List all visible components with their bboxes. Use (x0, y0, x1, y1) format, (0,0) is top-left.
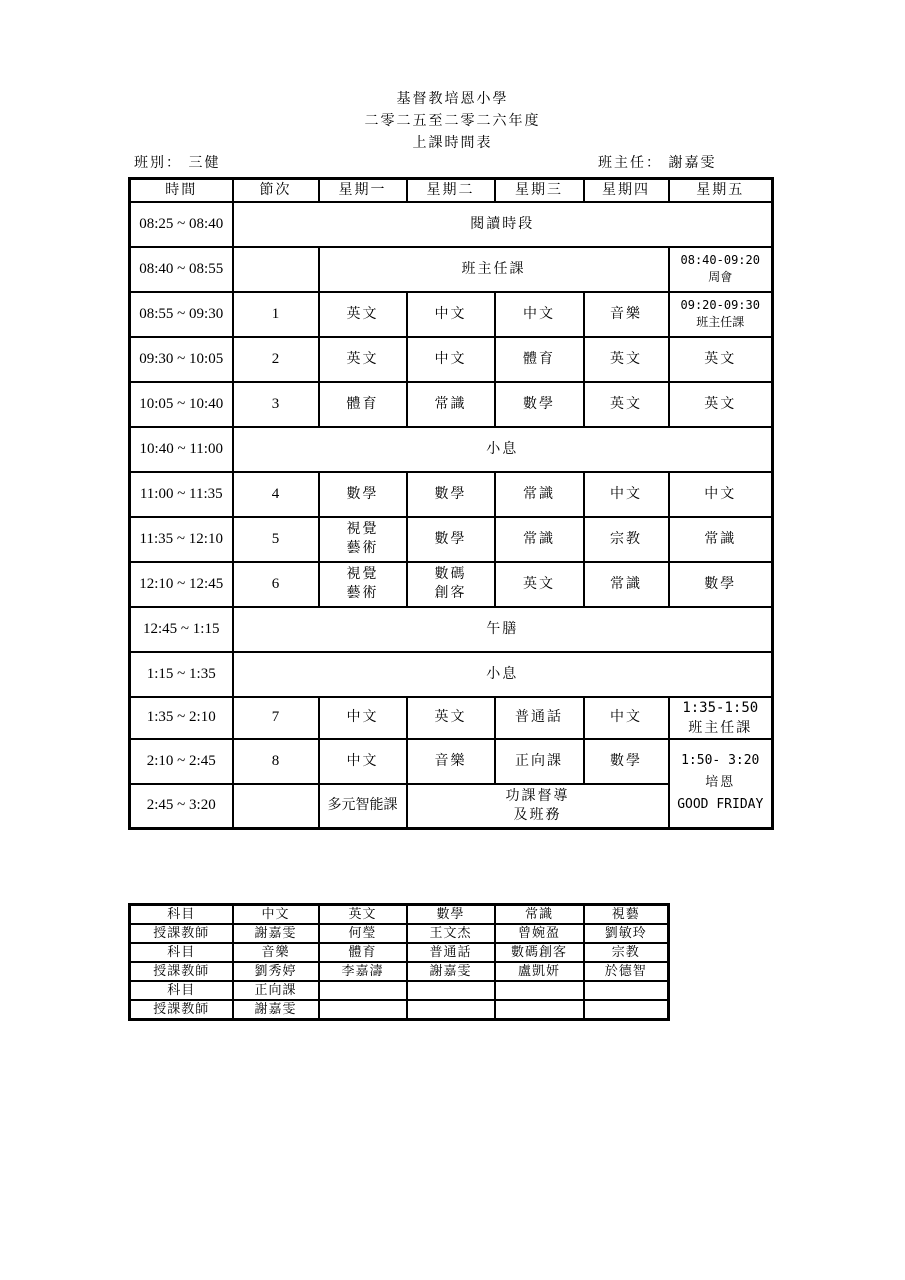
subject-cell: 音樂 (233, 943, 319, 962)
lesson-cell: 中文 (319, 739, 407, 784)
table-row (130, 924, 669, 943)
lunch-cell: 午膳 (233, 607, 773, 652)
timetable-header-row (130, 179, 773, 202)
homeroom-teacher-info (598, 152, 716, 172)
lesson-cell: 數學 (407, 517, 495, 562)
period-cell: 1 (233, 292, 319, 337)
teacher-cell: 何瑩 (319, 924, 407, 943)
homeroom-teacher-label: 班主任： (598, 155, 662, 171)
subject-cell: 視藝 (584, 905, 669, 925)
teacher-cell: 於德智 (584, 962, 669, 981)
table-row (130, 943, 669, 962)
lesson-cell: 中文 (584, 472, 669, 517)
subject-label: 科目 (130, 943, 233, 962)
subject-cell: 普通話 (407, 943, 495, 962)
fri-homeroom-pm-time: 1:35-1:50 (682, 699, 759, 716)
col-header-mon: 星期一 (319, 179, 407, 202)
subject-label: 科目 (130, 981, 233, 1000)
table-row (130, 739, 773, 784)
fri-assembly-cell (669, 247, 773, 292)
fri-homeroom-time: 09:20-09:30 (680, 298, 760, 312)
teacher-cell: 曾婉盈 (495, 924, 584, 943)
table-row (130, 697, 773, 739)
lesson-cell: 英文 (584, 337, 669, 382)
class-info (134, 152, 220, 172)
lesson-cell: 常識 (584, 562, 669, 607)
lesson-cell: 中文 (495, 292, 584, 337)
fri-afternoon-label: 培恩 (705, 775, 736, 791)
time-cell: 10:05 ~ 10:40 (130, 382, 233, 427)
lesson-line: 功課督導 (505, 787, 570, 804)
lesson-cell: 數學 (584, 739, 669, 784)
col-header-period: 節次 (233, 179, 319, 202)
subject-cell: 數碼創客 (495, 943, 584, 962)
fri-homeroom-pm-label: 班主任課 (688, 719, 753, 736)
lesson-cell: 英文 (407, 697, 495, 739)
time-cell: 11:00 ~ 11:35 (130, 472, 233, 517)
homeroom-cell: 班主任課 (319, 247, 669, 292)
subject-cell: 常識 (495, 905, 584, 925)
lesson-cell: 常識 (495, 517, 584, 562)
reading-cell: 閱讀時段 (233, 202, 773, 247)
lesson-cell: 中文 (319, 697, 407, 739)
time-cell: 12:10 ~ 12:45 (130, 562, 233, 607)
lesson-cell: 數學 (319, 472, 407, 517)
col-header-wed: 星期三 (495, 179, 584, 202)
empty-cell (584, 981, 669, 1000)
table-row (130, 1000, 669, 1020)
table-row (130, 652, 773, 697)
subject-cell: 中文 (233, 905, 319, 925)
time-cell: 12:45 ~ 1:15 (130, 607, 233, 652)
fri-homeroom-pm-cell (669, 697, 773, 739)
lesson-cell: 音樂 (584, 292, 669, 337)
time-cell: 11:35 ~ 12:10 (130, 517, 233, 562)
teacher-cell: 劉敏玲 (584, 924, 669, 943)
time-cell: 1:35 ~ 2:10 (130, 697, 233, 739)
table-row (130, 562, 773, 607)
table-row (130, 202, 773, 247)
lesson-cell: 數學 (495, 382, 584, 427)
period-cell: 5 (233, 517, 319, 562)
fri-assembly-time: 08:40-09:20 (680, 253, 760, 267)
table-row (130, 472, 773, 517)
fri-homeroom-label: 班主任課 (696, 315, 745, 329)
homeroom-teacher-value: 謝嘉雯 (668, 155, 717, 171)
lesson-cell: 多元智能課 (319, 784, 407, 829)
timetable (128, 177, 774, 830)
lesson-cell: 體育 (495, 337, 584, 382)
empty-cell (319, 1000, 407, 1020)
table-row (130, 427, 773, 472)
time-cell: 10:40 ~ 11:00 (130, 427, 233, 472)
period-cell: 6 (233, 562, 319, 607)
fri-homeroom-cell (669, 292, 773, 337)
empty-cell (407, 981, 495, 1000)
lesson-line: 藝術 (346, 540, 379, 556)
period-cell: 3 (233, 382, 319, 427)
subject-cell: 數學 (407, 905, 495, 925)
subject-cell: 英文 (319, 905, 407, 925)
teacher-label: 授課教師 (130, 924, 233, 943)
table-row (130, 607, 773, 652)
subject-cell: 正向課 (233, 981, 319, 1000)
time-cell: 1:15 ~ 1:35 (130, 652, 233, 697)
period-cell: 4 (233, 472, 319, 517)
table-row (130, 337, 773, 382)
col-header-tue: 星期二 (407, 179, 495, 202)
teacher-label: 授課教師 (130, 962, 233, 981)
period-cell: 8 (233, 739, 319, 784)
lesson-cell: 常識 (495, 472, 584, 517)
teacher-table (128, 903, 670, 1021)
time-cell: 2:10 ~ 2:45 (130, 739, 233, 784)
lesson-line: 藝術 (346, 585, 379, 601)
lesson-cell (407, 562, 495, 607)
homework-cell (407, 784, 669, 829)
lesson-cell: 宗教 (584, 517, 669, 562)
lesson-cell: 數學 (669, 562, 773, 607)
empty-cell (495, 1000, 584, 1020)
table-row (130, 517, 773, 562)
lesson-cell: 中文 (407, 292, 495, 337)
time-cell: 08:55 ~ 09:30 (130, 292, 233, 337)
period-cell: 2 (233, 337, 319, 382)
lesson-cell: 英文 (319, 337, 407, 382)
table-row (130, 981, 669, 1000)
lesson-cell: 英文 (669, 382, 773, 427)
period-cell (233, 784, 319, 829)
empty-cell (495, 981, 584, 1000)
col-header-fri: 星期五 (669, 179, 773, 202)
table-row (130, 382, 773, 427)
class-label: 班別： (134, 155, 182, 171)
lesson-cell: 英文 (495, 562, 584, 607)
subject-label: 科目 (130, 905, 233, 925)
lesson-cell: 數學 (407, 472, 495, 517)
lesson-cell (319, 517, 407, 562)
lesson-cell: 正向課 (495, 739, 584, 784)
lesson-cell (319, 562, 407, 607)
period-cell: 7 (233, 697, 319, 739)
fri-afternoon-time: 1:50- 3:20 (681, 753, 760, 769)
empty-cell (319, 981, 407, 1000)
time-cell: 2:45 ~ 3:20 (130, 784, 233, 829)
lesson-cell: 英文 (669, 337, 773, 382)
subject-cell: 體育 (319, 943, 407, 962)
lesson-cell: 普通話 (495, 697, 584, 739)
teacher-cell: 李嘉濤 (319, 962, 407, 981)
table-row (130, 247, 773, 292)
recess-cell: 小息 (233, 652, 773, 697)
class-value: 三健 (188, 155, 221, 171)
col-header-time: 時間 (130, 179, 233, 202)
lesson-line: 創客 (434, 585, 467, 601)
fri-afternoon-cell (669, 739, 773, 829)
page-title: 上課時間表 (412, 135, 493, 151)
teacher-cell: 王文杰 (407, 924, 495, 943)
teacher-cell: 謝嘉雯 (233, 924, 319, 943)
col-header-thu: 星期四 (584, 179, 669, 202)
recess-cell: 小息 (233, 427, 773, 472)
lesson-cell: 音樂 (407, 739, 495, 784)
lesson-cell: 中文 (407, 337, 495, 382)
table-row (130, 962, 669, 981)
lesson-cell: 常識 (407, 382, 495, 427)
fri-assembly-label: 周會 (708, 270, 733, 284)
lesson-cell: 中文 (669, 472, 773, 517)
time-cell: 09:30 ~ 10:05 (130, 337, 233, 382)
lesson-line: 視覺 (346, 521, 379, 537)
subject-cell: 宗教 (584, 943, 669, 962)
teacher-cell: 謝嘉雯 (407, 962, 495, 981)
school-name: 基督教培恩小學 (396, 91, 509, 107)
fri-afternoon-event: GOOD FRIDAY (677, 797, 764, 813)
period-cell (233, 247, 319, 292)
table-row (130, 292, 773, 337)
lesson-line: 數碼 (434, 566, 467, 582)
time-cell: 08:25 ~ 08:40 (130, 202, 233, 247)
time-cell: 08:40 ~ 08:55 (130, 247, 233, 292)
lesson-line: 視覺 (346, 566, 379, 582)
lesson-cell: 體育 (319, 382, 407, 427)
teacher-cell: 劉秀婷 (233, 962, 319, 981)
lesson-cell: 中文 (584, 697, 669, 739)
teacher-cell: 盧凱妍 (495, 962, 584, 981)
lesson-cell: 英文 (319, 292, 407, 337)
lesson-line: 及班務 (513, 806, 562, 823)
empty-cell (407, 1000, 495, 1020)
lesson-cell: 常識 (669, 517, 773, 562)
table-row (130, 905, 669, 925)
empty-cell (584, 1000, 669, 1020)
school-year: 二零二五至二零二六年度 (364, 113, 541, 129)
teacher-cell: 謝嘉雯 (233, 1000, 319, 1020)
teacher-label: 授課教師 (130, 1000, 233, 1020)
lesson-cell: 英文 (584, 382, 669, 427)
